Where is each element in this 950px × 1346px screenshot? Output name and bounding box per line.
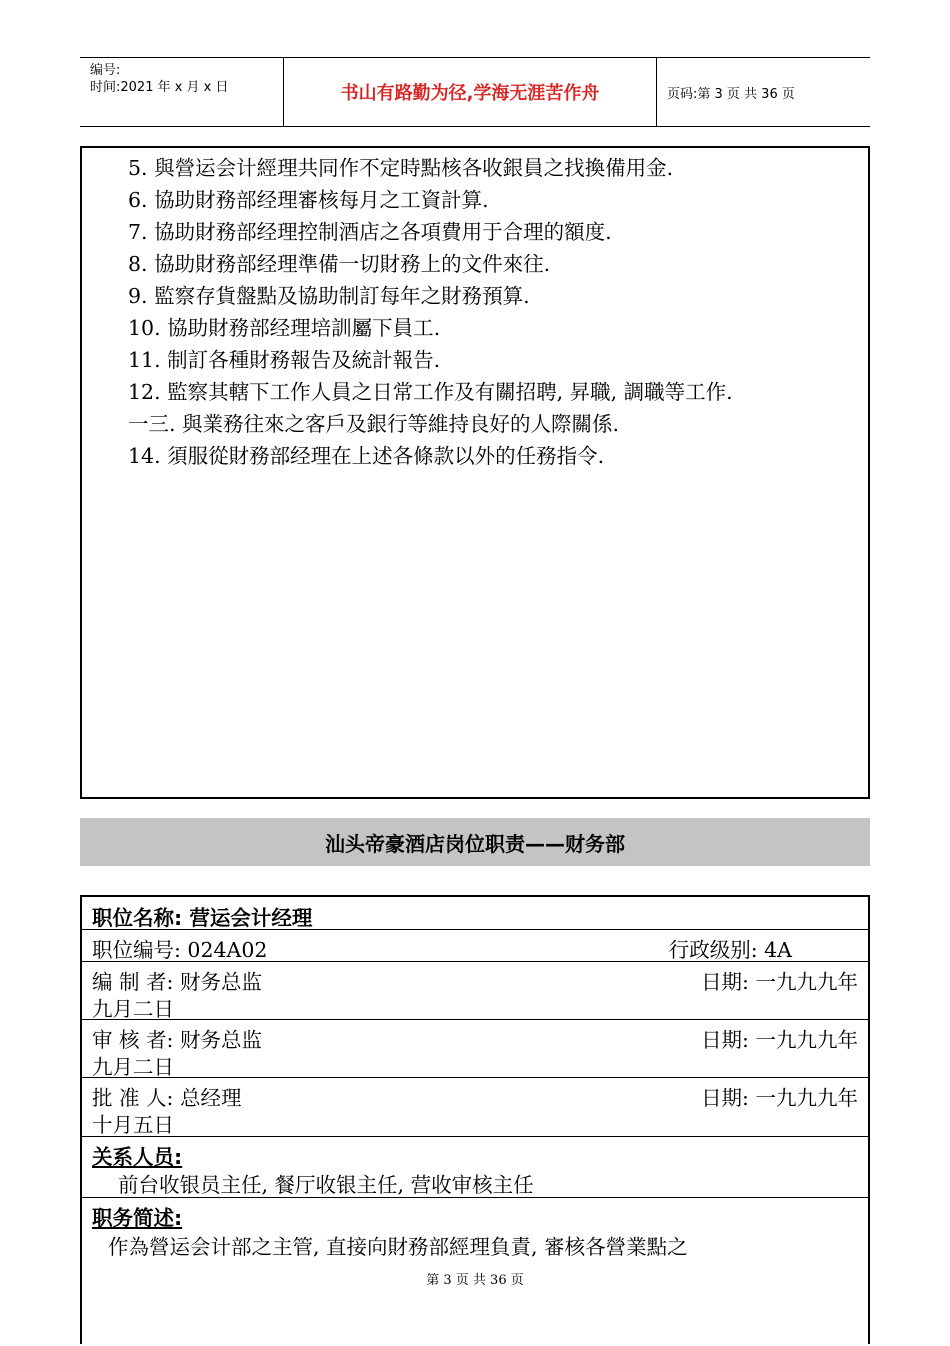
header-motto: 书山有路勤为径,学海无涯苦作舟 <box>283 58 657 126</box>
section-title: 汕头帝豪酒店岗位职责——财务部 <box>80 818 870 866</box>
relations-text: 前台收银员主任, 餐厅收银主任, 营收审核主任 <box>118 1173 534 1197</box>
list-item: 一三. 與業務往來之客戶及銀行等維持良好的人際關係. <box>128 412 620 436</box>
list-item: 10. 協助財務部经理培訓屬下員工. <box>128 316 441 340</box>
relations-heading: 关系人员: <box>92 1145 183 1169</box>
reviewer-date-cont: 九月二日 <box>92 1055 174 1079</box>
approver: 批 准 人: 总经理 <box>92 1086 242 1110</box>
approver-row <box>82 1078 868 1137</box>
approver-date-cont: 十月五日 <box>92 1113 174 1137</box>
document-header <box>80 57 870 127</box>
job-title: 职位名称: 营运会计经理 <box>92 906 313 930</box>
page-footer: 第 3 页 共 36 页 <box>426 1273 524 1288</box>
reviewer-row <box>82 1020 868 1078</box>
list-item: 7. 協助財務部经理控制酒店之各項費用于合理的額度. <box>128 220 612 244</box>
list-item: 11. 制訂各種財務報告及統計報告. <box>128 348 441 372</box>
reviewer-date: 日期: 一九九九年 <box>701 1028 858 1052</box>
list-item: 9. 監察存貨盤點及協助制訂每年之財務預算. <box>128 284 530 308</box>
list-item: 12. 監察其轄下工作人員之日常工作及有關招聘, 昇職, 調職等工作. <box>128 380 733 404</box>
job-code-row <box>82 930 868 962</box>
list-item: 6. 協助財務部经理審核每月之工資計算. <box>128 188 489 212</box>
job-grade: 行政级别: 4A <box>668 938 792 962</box>
job-title-row <box>82 897 868 930</box>
duties-list <box>128 152 858 472</box>
author-date-cont: 九月二日 <box>92 997 174 1021</box>
document-time: 时间:2021 年 x 月 x 日 <box>90 80 229 95</box>
author-row <box>82 962 868 1020</box>
document-number: 编号: <box>90 63 121 78</box>
job-code: 职位编号: 024A02 <box>92 938 268 962</box>
list-item: 14. 須服從財務部经理在上述各條款以外的任務指令. <box>128 444 605 468</box>
relations-row <box>82 1137 868 1198</box>
summary-heading: 职务简述: <box>92 1206 183 1230</box>
list-item: 8. 協助財務部经理準備一切財務上的文件來往. <box>128 252 551 276</box>
approver-date: 日期: 一九九九年 <box>701 1086 858 1110</box>
header-page-info: 页码:第 3 页 共 36 页 <box>667 86 795 102</box>
header-meta <box>80 58 283 126</box>
author: 编 制 者: 财务总监 <box>92 970 262 994</box>
duties-box <box>80 146 870 799</box>
list-item: 5. 與營运会计經理共同作不定時點核各收銀員之找換備用金. <box>128 156 674 180</box>
summary-text: 作為營运会计部之主管, 直接向財務部經理負責, 審核各營業點之 <box>108 1235 688 1259</box>
reviewer: 审 核 者: 财务总监 <box>92 1028 262 1052</box>
author-date: 日期: 一九九九年 <box>701 970 858 994</box>
